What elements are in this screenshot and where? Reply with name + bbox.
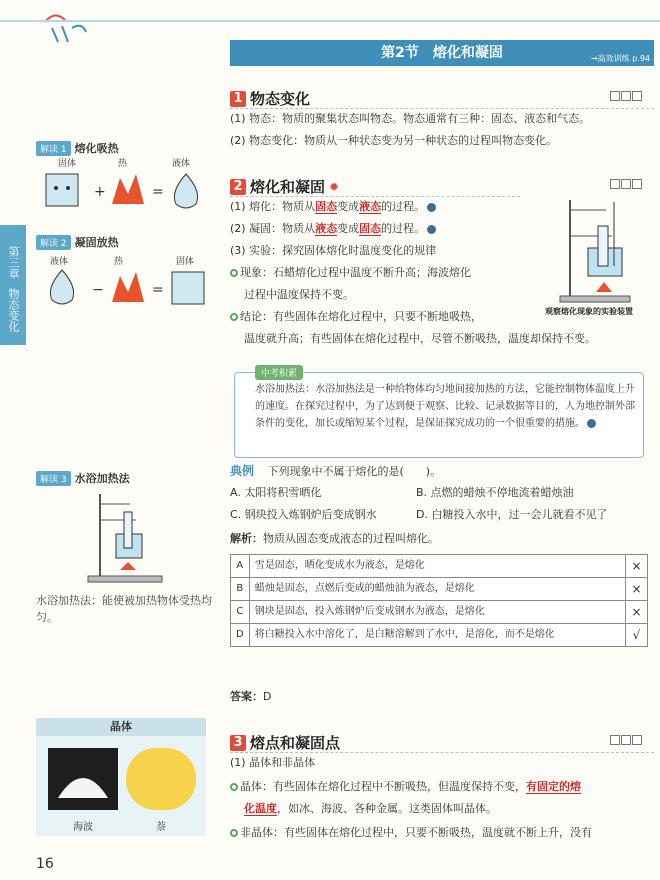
note-1-icon — [427, 203, 436, 212]
divider — [230, 752, 654, 753]
svg-text:=: = — [152, 282, 164, 298]
highlight-melting-temp: 化温度 — [244, 802, 277, 815]
melting-cartoon — [36, 156, 216, 216]
part1-checkboxes — [610, 91, 642, 101]
naphthalene-image — [126, 748, 196, 810]
jiedu1-tag: 解读 1 — [36, 141, 71, 156]
option-d: D. 白糖投入水中，过一会儿就看不见了 — [416, 508, 608, 521]
table-row — [231, 555, 648, 578]
part3-heading — [230, 732, 650, 753]
example-label: 典例 — [230, 464, 255, 478]
part2-line4 — [230, 264, 530, 282]
jiedu2-label — [36, 234, 119, 250]
part2-line3: (3) 实验：探究固体熔化时温度变化的规律 — [230, 244, 437, 257]
part3-title: 熔点和凝固点 — [250, 734, 341, 752]
solidifying-drawing — [36, 266, 216, 316]
apparatus-caption: 观察熔化现象的实验装置 — [545, 307, 633, 316]
row-key: B — [231, 578, 250, 601]
zhongkao-box — [234, 369, 644, 458]
chapter-title: 物态变化 — [7, 288, 20, 333]
row-text: 蜡烛是固态，点燃后变成的蜡烛油为液态，是熔化 — [249, 578, 625, 601]
main-content — [224, 36, 660, 880]
row-mark: × — [626, 601, 648, 624]
part2-line2 — [230, 220, 530, 238]
part2-line7: 温度就升高；有些固体在熔化过程中，尽管不断吸热，温度却保持不变。 — [244, 332, 596, 345]
part1-line2: (2) 物态变化：物质从一种状态变为另一种状态的过程叫物态变化。 — [230, 134, 558, 147]
section-title: 第2节 熔化和凝固 — [381, 45, 503, 61]
svg-text:=: = — [152, 184, 164, 200]
section-header — [230, 40, 654, 66]
chapter-number: 第三章 — [7, 245, 20, 279]
jiedu1-title: 熔化吸热 — [74, 142, 119, 155]
text: ，如冰、海波、各种金属。这类固体叫晶体。 — [277, 802, 497, 815]
part3-number: 3 — [230, 735, 246, 751]
part1-line1: (1) 物态：物质的聚集状态叫物态。物态通常有三种：固态、液态和气态。 — [230, 112, 591, 125]
zhongkao-text — [255, 381, 635, 432]
part2-heading — [230, 176, 650, 197]
text: 变成 — [337, 200, 360, 213]
jiedu3-tag: 解读 3 — [36, 471, 71, 486]
part2-line1 — [230, 198, 530, 216]
water-drop-icon — [50, 270, 73, 304]
top-divider — [0, 20, 660, 22]
melting-drawing — [36, 168, 216, 218]
ice-cube-icon — [172, 272, 204, 304]
jiedu1-label — [36, 140, 119, 156]
star-icon: ✹ — [329, 179, 340, 194]
crystal-box — [36, 718, 206, 836]
row-text: 将白糖投入水中溶化了，是白糖溶解到了水中，是溶化，而不是熔化 — [249, 624, 625, 647]
row-text: 钢块是固态，投入炼钢炉后变成钢水为液态，是熔化 — [249, 601, 625, 624]
jiedu3-title: 水浴加热法 — [74, 472, 130, 485]
option-b: B. 点燃的蜡烛不停地流着蜡烛油 — [416, 486, 574, 499]
option-a: A. 太阳将积雪晒化 — [230, 486, 322, 499]
jiedu2-tag: 解读 2 — [36, 235, 71, 250]
note-2-icon — [427, 225, 436, 234]
highlight-fixed-melting: 有固定的熔 — [526, 780, 581, 793]
row-mark: × — [626, 555, 648, 578]
svg-text:+: + — [94, 184, 106, 200]
jiedu2-title: 凝固放热 — [74, 236, 119, 249]
highlight-liquid: 液态 — [359, 200, 382, 213]
divider — [230, 108, 654, 109]
row-text: 雪是固态，晒化变成水为液态，是熔化 — [249, 555, 625, 578]
highlight-solid: 固态 — [315, 200, 338, 213]
text: (1) 熔化：物质从 — [230, 200, 316, 213]
row-mark: × — [626, 578, 648, 601]
analysis-text: 物质从固态变成液态的过程叫熔化。 — [263, 532, 439, 545]
part3-line2 — [230, 778, 650, 796]
page-number: 16 — [36, 856, 54, 872]
analysis-table — [230, 554, 648, 647]
part2-title: 熔化和凝固 — [250, 178, 326, 196]
book-logo-icon — [40, 8, 100, 44]
bullet-icon — [230, 783, 238, 791]
cartoon1-label-heat: 热 — [118, 159, 128, 169]
answer-label: 答案： — [230, 690, 263, 703]
flame-icon — [112, 174, 144, 204]
row-key: A — [231, 555, 250, 578]
part3-checkboxes — [610, 735, 642, 745]
jiedu3-label — [36, 470, 130, 486]
svg-text:−: − — [92, 282, 104, 298]
hypo-caption: 海波 — [73, 822, 93, 833]
cartoon2-label-heat: 热 — [114, 257, 124, 267]
part1-heading — [230, 88, 650, 109]
analysis-label: 解析： — [230, 532, 263, 545]
bullet-icon — [230, 269, 238, 277]
solidifying-cartoon — [36, 254, 216, 314]
part2-line5: 过程中温度保持不变。 — [244, 288, 354, 301]
part3-line3 — [230, 800, 650, 818]
highlight-solid: 固态 — [359, 222, 382, 235]
text: 变成 — [337, 222, 360, 235]
row-key: D — [231, 624, 250, 647]
text: 晶体：有些固体在熔化过程中不断吸热，但温度保持不变， — [240, 780, 526, 793]
bullet-icon — [230, 313, 238, 321]
section-ref: →高效训练 p.94 — [590, 54, 650, 63]
highlight-liquid: 液态 — [315, 222, 338, 235]
table-row — [231, 578, 648, 601]
divider — [230, 196, 520, 197]
part3-line4 — [230, 824, 650, 842]
melting-apparatus-icon — [540, 196, 640, 308]
answer-text: D — [263, 690, 272, 703]
crystal-title: 晶体 — [36, 718, 206, 736]
cartoon1-label-liquid: 液体 — [172, 159, 191, 169]
part2-checkboxes — [610, 179, 642, 189]
part2-line6 — [230, 308, 530, 326]
bullet-icon — [230, 829, 238, 837]
text: 结论：有些固体在熔化过程中，只要不断地吸热， — [240, 310, 482, 323]
water-bath-apparatus-icon — [80, 490, 170, 586]
row-mark: √ — [626, 624, 648, 647]
ice-cube-icon — [46, 174, 78, 206]
cartoon2-label-solid: 固体 — [176, 257, 195, 267]
example-question-line — [230, 462, 650, 481]
answer-line — [230, 688, 650, 706]
text: 非晶体：有些固体在熔化过程中，只要不断吸热，温度就不断上升，没有 — [240, 826, 592, 839]
text: (2) 凝固：物质从 — [230, 222, 316, 235]
analysis-line — [230, 530, 650, 548]
cartoon2-label-liquid: 液体 — [50, 257, 69, 267]
water-drop-icon — [174, 174, 197, 208]
note-3-icon — [587, 419, 596, 428]
flame-icon — [112, 272, 144, 302]
option-c: C. 钢块投入炼钢炉后变成钢水 — [230, 508, 377, 521]
text: 水浴加热法：水浴加热法是一种给物体均匀地间接加热的方法，它能控制物体温度上升的速度。在探究过程中，为了达到便于观察、比较、记录数据等目的，人为地控制外部条件的变化，加长或缩短某个过程，是保证探究成功的一个很重要的措施。 — [255, 384, 635, 429]
example-question: 下列现象中不属于熔化的是( )。 — [267, 465, 442, 478]
chapter-tab — [0, 225, 26, 345]
table-row — [231, 601, 648, 624]
row-key: C — [231, 601, 250, 624]
text: 现象：石蜡熔化过程中温度不断升高；海波熔化 — [240, 266, 471, 279]
text: 的过程。 — [381, 200, 426, 213]
part1-title: 物态变化 — [250, 90, 311, 108]
text: 的过程。 — [381, 222, 426, 235]
part1-number: 1 — [230, 91, 246, 107]
naphthalene-caption: 萘 — [156, 822, 166, 833]
zhongkao-tag: 中考积累 — [255, 365, 303, 380]
part2-number: 2 — [230, 179, 246, 195]
table-row — [231, 624, 648, 647]
water-bath-note: 水浴加热法：能使被加热物体受热均匀。 — [36, 594, 212, 624]
hypo-image — [48, 748, 118, 810]
part3-line1: (1) 晶体和非晶体 — [230, 756, 316, 769]
cartoon1-label-solid: 固体 — [58, 159, 77, 169]
